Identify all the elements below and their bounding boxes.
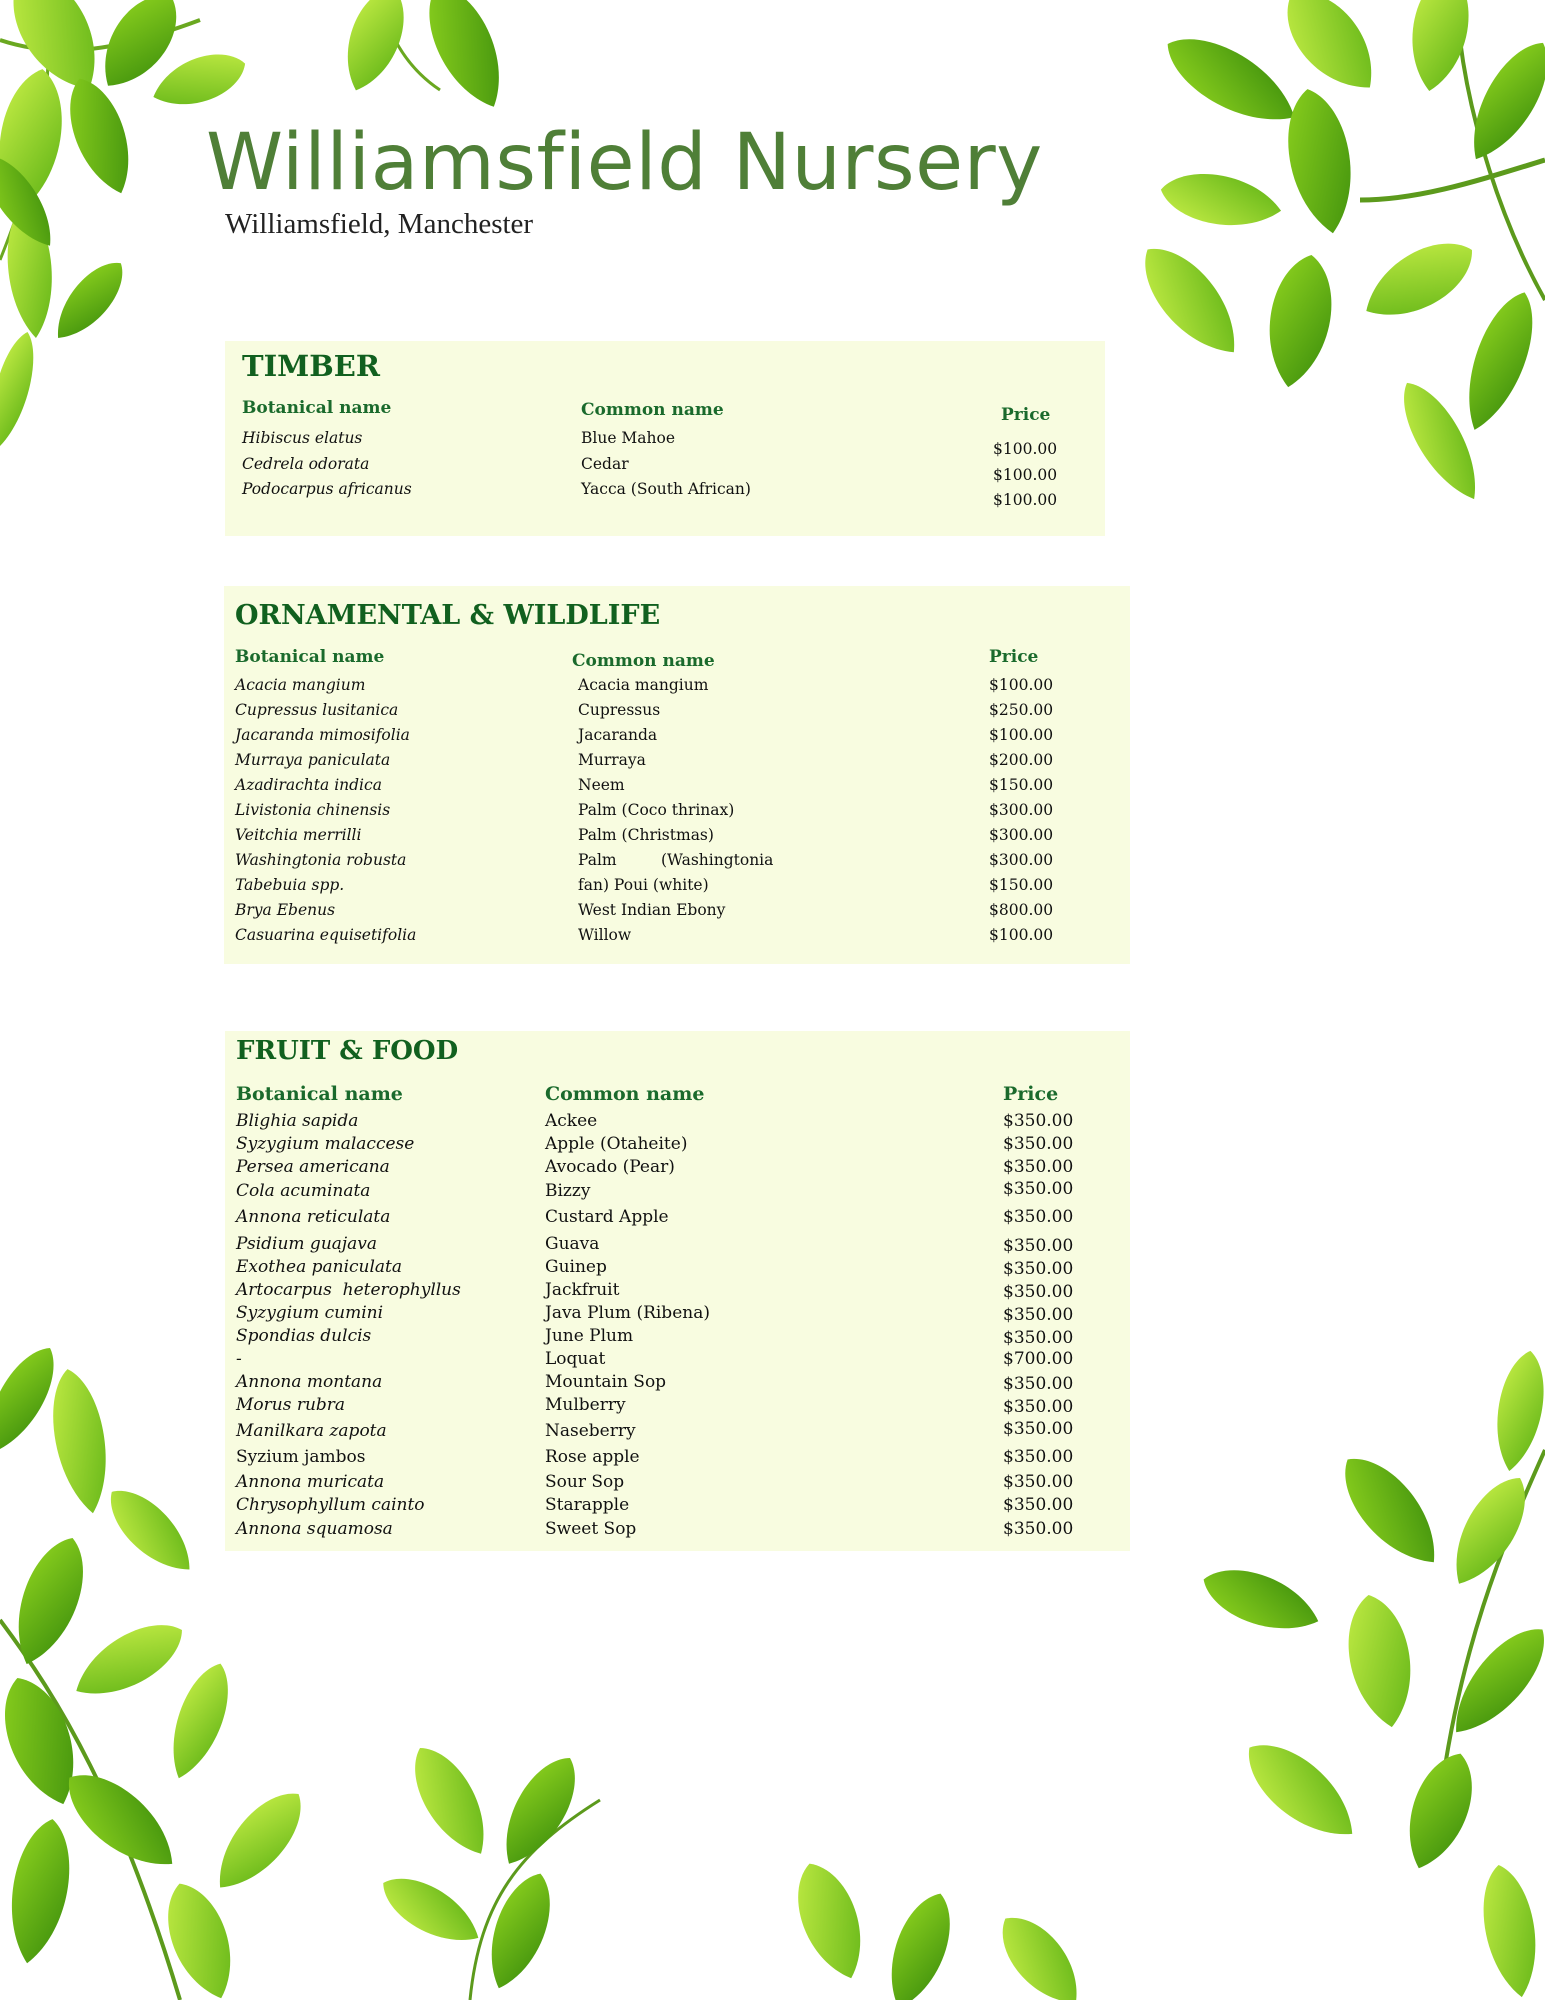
leaf-cluster-bottom-center <box>372 1736 1094 2000</box>
common-name: Sour Sop <box>545 1472 625 1492</box>
price: $350.00 <box>1003 1519 1074 1539</box>
common-name: Sweet Sop <box>545 1519 637 1539</box>
common-name: Cupressus <box>578 701 661 719</box>
botanical-name: Psidium guajava <box>236 1234 378 1254</box>
common-name: Mulberry <box>545 1395 626 1415</box>
price: $350.00 <box>1003 1179 1074 1199</box>
common-name: Blue Mahoe <box>581 429 676 447</box>
common-name: Ackee <box>545 1111 598 1131</box>
common-name: Palm (Washingtonia <box>578 851 774 869</box>
botanical-name: Podocarpus africanus <box>242 480 412 498</box>
leaf-cluster-bottom-right <box>1195 1347 1545 2000</box>
section-title: TIMBER <box>242 349 380 383</box>
botanical-name: Livistonia chinensis <box>235 801 391 819</box>
price: $350.00 <box>1003 1259 1074 1279</box>
common-name: Willow <box>578 926 632 944</box>
leaf-cluster-top-right <box>1127 0 1545 510</box>
header-common-name: Common name <box>572 651 715 671</box>
common-name: Palm (Christmas) <box>578 826 714 844</box>
price: $350.00 <box>1003 1236 1074 1256</box>
price: $200.00 <box>989 751 1054 769</box>
botanical-name: Washingtonia robusta <box>235 851 407 869</box>
price: $350.00 <box>1003 1374 1074 1394</box>
botanical-name: Jacaranda mimosifolia <box>235 726 410 744</box>
common-name: Jacaranda <box>578 726 658 744</box>
price: $300.00 <box>989 801 1054 819</box>
botanical-name: Azadirachta indica <box>235 776 382 794</box>
botanical-name: Veitchia merrilli <box>235 826 362 844</box>
price: $100.00 <box>989 926 1054 944</box>
common-name: Loquat <box>545 1349 606 1369</box>
price: $350.00 <box>1003 1207 1074 1227</box>
header-price: Price <box>1003 1083 1059 1105</box>
price: $100.00 <box>989 676 1054 694</box>
common-name: Palm (Coco thrinax) <box>578 801 735 819</box>
common-name: Naseberry <box>545 1421 636 1441</box>
botanical-name: Blighia sapida <box>236 1111 359 1131</box>
botanical-name: Cola acuminata <box>236 1181 371 1201</box>
common-name: West Indian Ebony <box>578 901 726 919</box>
botanical-name: Spondias dulcis <box>236 1326 372 1346</box>
price: $350.00 <box>1003 1328 1074 1348</box>
common-name: Bizzy <box>545 1181 591 1201</box>
botanical-name: Persea americana <box>236 1157 390 1177</box>
price: $350.00 <box>1003 1419 1074 1439</box>
common-name: fan) Poui (white) <box>578 876 709 894</box>
botanical-name: Brya Ebenus <box>235 901 336 919</box>
common-name: Cedar <box>581 455 629 473</box>
page-subtitle: Williamsfield, Manchester <box>225 208 534 240</box>
price: $100.00 <box>993 440 1058 458</box>
header-botanical-name: Botanical name <box>235 647 385 667</box>
price: $100.00 <box>993 491 1058 509</box>
botanical-name: Annona reticulata <box>236 1207 391 1227</box>
price: $100.00 <box>989 726 1054 744</box>
botanical-name: Artocarpus heterophyllus <box>236 1280 461 1300</box>
botanical-name: Annona squamosa <box>236 1519 393 1539</box>
header-botanical-name: Botanical name <box>236 1083 403 1105</box>
price: $800.00 <box>989 901 1054 919</box>
header-common-name: Common name <box>581 400 724 420</box>
botanical-name: Hibiscus elatus <box>242 429 363 447</box>
common-name: Jackfruit <box>545 1280 620 1300</box>
common-name: Murraya <box>578 751 646 769</box>
common-name: Apple (Otaheite) <box>545 1134 688 1154</box>
botanical-name: Annona montana <box>236 1372 383 1392</box>
header-common-name: Common name <box>545 1083 705 1105</box>
botanical-name: Exothea paniculata <box>236 1257 403 1277</box>
header-botanical-name: Botanical name <box>242 398 392 418</box>
price: $350.00 <box>1003 1134 1074 1154</box>
botanical-name: Morus rubra <box>236 1395 346 1415</box>
price: $350.00 <box>1003 1305 1074 1325</box>
common-name: Custard Apple <box>545 1207 669 1227</box>
botanical-name: Cupressus lusitanica <box>235 701 399 719</box>
botanical-name: Acacia mangium <box>235 676 366 694</box>
price: $250.00 <box>989 701 1054 719</box>
header-price: Price <box>1001 405 1051 425</box>
section-title: FRUIT & FOOD <box>236 1036 459 1066</box>
timber-section <box>225 341 1105 536</box>
price: $300.00 <box>989 851 1054 869</box>
botanical-name: Syzygium cumini <box>236 1303 384 1323</box>
price: $350.00 <box>1003 1495 1074 1515</box>
botanical-name: Chrysophyllum cainto <box>236 1495 425 1515</box>
price: $150.00 <box>989 776 1054 794</box>
common-name: June Plum <box>545 1326 634 1346</box>
leaf-cluster-top-left <box>0 0 252 454</box>
common-name: Yacca (South African) <box>581 480 751 498</box>
botanical-name: Casuarina equisetifolia <box>235 926 417 944</box>
botanical-name: Syzygium malaccese <box>236 1134 415 1154</box>
common-name: Avocado (Pear) <box>545 1157 675 1177</box>
common-name: Guinep <box>545 1257 607 1277</box>
leaf-cluster-top-center <box>333 0 518 118</box>
common-name: Rose apple <box>545 1447 640 1467</box>
botanical-name: Manilkara zapota <box>236 1421 387 1441</box>
botanical-name: - <box>236 1349 242 1369</box>
price: $350.00 <box>1003 1397 1074 1417</box>
fruit-food-section <box>225 1031 1130 1551</box>
price: $350.00 <box>1003 1111 1074 1131</box>
section-title: ORNAMENTAL & WILDLIFE <box>235 600 661 631</box>
price: $350.00 <box>1003 1282 1074 1302</box>
botanical-name: Annona muricata <box>236 1472 385 1492</box>
common-name: Starapple <box>545 1495 630 1515</box>
common-name: Java Plum (Ribena) <box>545 1303 710 1323</box>
common-name: Guava <box>545 1234 600 1254</box>
botanical-name: Murraya paniculata <box>235 751 391 769</box>
price: $350.00 <box>1003 1447 1074 1467</box>
price: $700.00 <box>1003 1349 1074 1369</box>
botanical-name: Syzium jambos <box>236 1447 366 1467</box>
price: $350.00 <box>1003 1472 1074 1492</box>
botanical-name: Tabebuia spp. <box>235 876 345 894</box>
price: $100.00 <box>993 466 1058 484</box>
common-name: Mountain Sop <box>545 1372 667 1392</box>
header-price: Price <box>989 647 1039 667</box>
price: $300.00 <box>989 826 1054 844</box>
price: $350.00 <box>1003 1157 1074 1177</box>
botanical-name: Cedrela odorata <box>242 455 370 473</box>
page-title: Williamsfield Nursery <box>206 118 1043 208</box>
price: $150.00 <box>989 876 1054 894</box>
common-name: Neem <box>578 776 625 794</box>
ornamental-wildlife-section <box>224 586 1130 964</box>
common-name: Acacia mangium <box>578 676 709 694</box>
